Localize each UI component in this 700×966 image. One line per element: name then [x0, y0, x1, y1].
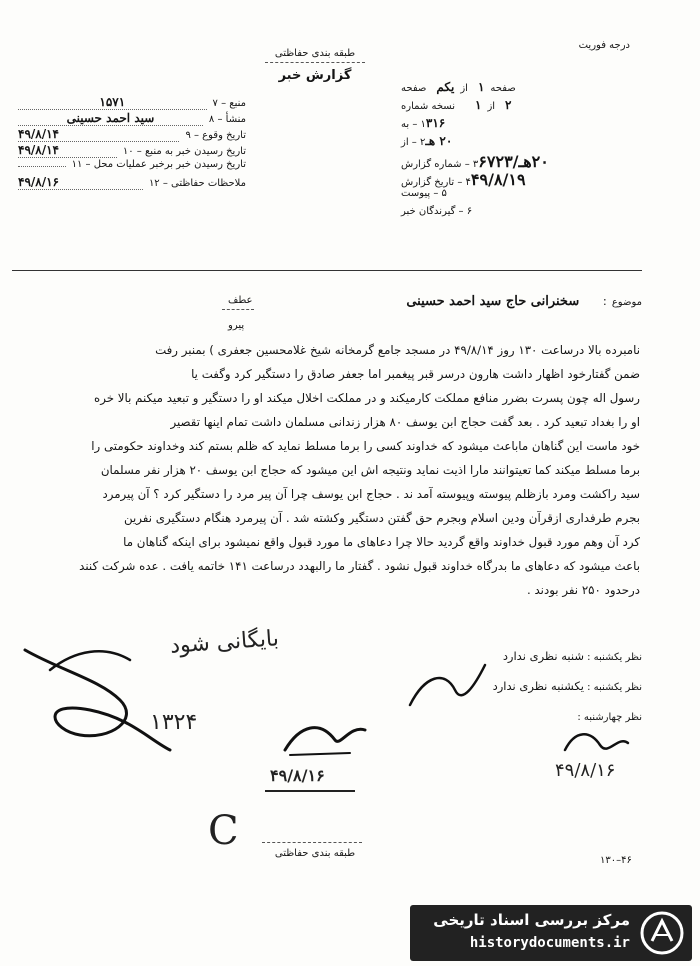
field-row: [395, 98, 645, 116]
copy-label: نسخه شماره: [401, 101, 455, 112]
field-row: [18, 175, 246, 191]
subject-value: سخنرانی حاج سید احمد حسینی: [406, 294, 580, 309]
copy-of-label: از: [487, 101, 496, 112]
body-line: درحدود ۲۵۰ نفر بودند .: [526, 583, 640, 597]
body-line: باعث میشود که دعاهای ما بدرگاه خداوند قبول نشود . گفتار ما رالبهدد درساعت ۱۴۱ خاتمه یافت . عده شرکت کنند: [79, 559, 640, 573]
source-label: ۷ – منبع: [212, 98, 246, 109]
field-row: [18, 95, 246, 111]
field-row: [395, 80, 645, 98]
field-row: [18, 159, 246, 175]
report-number-label: ۳ – شماره گزارش: [401, 159, 479, 170]
field-row: [395, 116, 645, 134]
field-row: [395, 206, 645, 224]
to-label: ۱ – به: [401, 119, 426, 130]
origin-value: سید احمد حسینی: [18, 111, 203, 126]
occurrence-date-value: ۴۹/۸/۱۴: [18, 127, 179, 142]
attachment-label: ۵ – پیوست: [401, 188, 447, 199]
from-value: ۲۰ هـ: [425, 134, 453, 148]
classification-bottom: طبقه بندی حفاظتی: [274, 848, 356, 859]
right-fields: [395, 80, 645, 224]
opinion-value: یکشنبه نظری ندارد: [492, 679, 584, 693]
signature-right-scribble: [400, 655, 490, 725]
handwritten-letter: C: [208, 808, 239, 854]
security-notes-value: ۴۹/۸/۱۶: [18, 175, 143, 190]
copy-of-value: ۲: [505, 98, 512, 112]
watermark-logo: [410, 905, 692, 961]
classification-underline: [265, 62, 365, 63]
subject-sep: :: [599, 294, 607, 308]
source-value: ۱۵۷۱: [18, 95, 207, 110]
report-number-value: ۲۰هـ/۶۷۲۳: [478, 152, 549, 171]
watermark-emblem-icon: [640, 911, 684, 955]
page-label: صفحه: [401, 83, 427, 94]
field-row: [395, 152, 645, 170]
signature-bottom-right-scribble: [560, 725, 630, 765]
handwritten-stamp-date: ۱۳۲۴: [150, 710, 198, 735]
field-row: [395, 134, 645, 152]
field-row: [18, 143, 246, 159]
body-line: او را بغداد تبعید کرد . بعد گفت حجاج ابن یوسف ۸۰ هزار زندانی مسلمان داشت تمام اینها تقصیر: [170, 415, 640, 429]
watermark-name: مرکز بررسی اسناد تاریخی: [433, 911, 630, 929]
page-suffix-label: صفحه: [490, 83, 516, 94]
opinion-label: نظر یکشنبه :: [583, 682, 642, 693]
body-line: بجرم طرفداری ازقرآن ودین اسلام وبجرم حق گفتن دستگیر وکشته شد . آن پیرمرد هنگام دستگیری نفرین: [123, 511, 640, 525]
field-row: [395, 188, 645, 206]
security-notes-label: ۱۲ – ملاحظات حفاظتی: [148, 178, 246, 189]
header-separator: [12, 270, 642, 271]
date-underline: [265, 790, 355, 792]
field-row: [18, 127, 246, 143]
watermark-url: historydocuments.ir: [469, 935, 630, 951]
left-fields: [18, 95, 246, 191]
page-of-label: از: [460, 83, 468, 94]
copy-value: ۱: [474, 98, 482, 112]
subject-row: [250, 290, 642, 309]
opinion-label: نظر چهارشنبه :: [577, 712, 642, 723]
atf-underline: [222, 309, 254, 310]
classification-top: طبقه بندی حفاظتی: [274, 48, 356, 59]
body-line: سید راکشت ومرد بازظلم پیوسته وپیوسته آمد ند . حجاج ابن یوسف چرا آن پیر مرد را دستگیر کرد ؟ آن پیرمرد: [102, 487, 640, 501]
body-line: نامبرده بالا درساعت ۱۳۰ روز ۴۹/۸/۱۴ در مسجد جامع گرمخانه شیخ غلامحسین جعفری ) بمنبر رفت: [155, 343, 640, 357]
origin-label: ۸ – منشأ: [208, 114, 246, 125]
recipients-label: ۶ – گیرندگان خبر: [401, 206, 473, 217]
to-value: ۳۱۶: [425, 116, 446, 130]
field-row: [18, 111, 246, 127]
handwritten-date-right: ۴۹/۸/۱۶: [555, 760, 616, 781]
report-title: گزارش خبر: [278, 68, 352, 83]
footer-line: [262, 842, 362, 843]
page-code: ۱۳۰–۴۶: [600, 855, 632, 866]
field-row: [395, 170, 645, 188]
occurrence-date-label: ۹ – تاریخ وقوع: [185, 130, 246, 141]
subject-label: موضوع: [611, 297, 642, 308]
receipt-date-value: ۴۹/۸/۱۴: [18, 143, 117, 158]
handwritten-bayegani: بایگانی شود: [169, 626, 280, 659]
atf-label: عطف: [228, 295, 253, 306]
from-label: ۲ – از: [401, 137, 426, 148]
page-value: یکم: [436, 80, 455, 94]
ops-date-label: ۱۱ – تاریخ رسیدن خبر برخبر عملیات محل: [71, 159, 246, 170]
body-line: رسول اله چون پسرت بضرر منافع مملکت کارمیکند و در مملکت اخلال میکند او را دستگیر و تبعید میکنم بالا خره: [94, 391, 640, 405]
ops-date-value: [18, 166, 66, 167]
report-date-label: ۴ – تاریخ گزارش: [401, 177, 471, 188]
page-of-value: ۱: [477, 80, 485, 94]
signature-middle-scribble: [280, 715, 370, 765]
report-body: [60, 338, 640, 602]
body-line: خود ماست این گناهان ماباعث میشود که خداوند کسی را برما مسلط نماید که ظلم بستم کند وخداوند حکومتی را: [91, 439, 640, 453]
body-line: کرد آن وهم مورد قبول خداوند واقع گردید حالا چرا دعاهای ما مورد قبول واقع نمیشود برای اینکه گناهان ما: [123, 535, 640, 549]
report-date-value: ۴۹/۸/۱۹: [470, 170, 526, 189]
priority-label: درجه فوریت: [578, 40, 630, 51]
body-line: ضمن گفتارخود اظهار داشت هارون درسر قبر پیغمبر اما جعفر صادق را دستگیر کرد وگفت یا: [191, 367, 640, 381]
body-line: برما مسلط میکند کما تعیتوانند مارا اذیت نماید ونتیجه اش این میشود که حجاج ابن یوسف ۲۰ هزار نفر مسلمان: [100, 463, 640, 477]
opinion-label: نظر یکشنبه :: [583, 652, 642, 663]
receipt-date-label: ۱۰ – تاریخ رسیدن خبر به منبع: [122, 146, 246, 157]
peyro-label: پیرو: [228, 320, 245, 331]
handwritten-date-middle: ۴۹/۸/۱۶: [270, 766, 325, 785]
opinion-value: شنبه نظری ندارد: [502, 649, 584, 663]
signature-left-scribble: [20, 640, 180, 760]
